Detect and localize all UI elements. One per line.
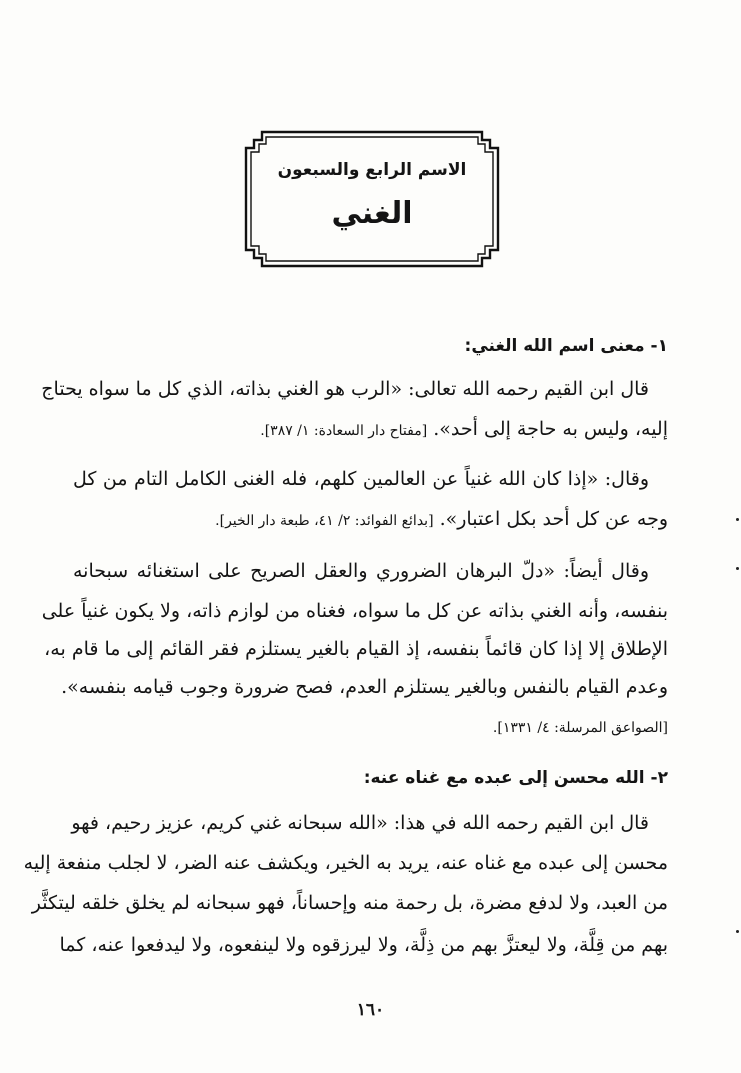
s1-p3-line3: الإطلاق إلا إذا كان قائماً بنفسه، إذ القيام بالغير يستلزم فقر القائم إلى ما قام به،: [44, 638, 668, 660]
s1-p3-source: [الصواعق المرسلة: ٤/ ١٣٣١].: [492, 720, 668, 736]
s2-p1-line3: من العبد، ولا لدفع مضرة، بل رحمة منه وإحساناً، فهو سبحانه لم يخلق خلقه ليتكثَّر: [31, 892, 668, 914]
section2-heading: ٢- الله محسن إلى عبده مع غناه عنه:: [363, 768, 668, 788]
s2-p1-line1: قال ابن القيم رحمه الله في هذا: «الله سبحانه غني كريم، عزيز رحيم، فهو: [71, 812, 649, 834]
s1-p1-source: [مفتاح دار السعادة: ١/ ٣٨٧].: [260, 423, 428, 439]
s1-p2-line1: وقال: «إذا كان الله غنياً عن العالمين كلهم، فله الغنى الكامل التام من كل: [73, 468, 649, 490]
section1-heading: ١- معنى اسم الله الغني:: [464, 336, 668, 356]
title-frame: [244, 130, 500, 268]
s2-p1-line4: بهم من قِلَّة، ولا ليعتزَّ بهم من ذِلَّة، ولا ليرزقوه ولا لينفعوه، ولا ليدفعوا عنه، كما: [59, 934, 668, 956]
s1-p3-line1: وقال أيضاً: «دلّ البرهان الضروري والعقل الصريح على استغنائه سبحانه: [73, 560, 649, 582]
name-ordinal: الاسم الرابع والسبعون: [277, 160, 467, 180]
s1-p1-line1: قال ابن القيم رحمه الله تعالى: «الرب هو الغني بذاته، الذي كل ما سواه يحتاج: [41, 378, 649, 400]
s1-p1-line2: [260, 418, 668, 440]
s1-p1-quote-end: إليه، وليس به حاجة إلى أحد».: [433, 418, 668, 440]
title-text: [244, 130, 500, 268]
s1-p2-source: [بدائع الفوائد: ٢/ ٤١، طبعة دار الخير].: [215, 513, 434, 529]
page-number: ١٦٠: [356, 1000, 385, 1020]
scan-speck: [736, 930, 739, 933]
scan-speck: [736, 567, 739, 570]
s2-p1-line2: محسن إلى عبده مع غناه عنه، يريد به الخير، ويكشف عنه الضر، لا لجلب منفعة إليه: [23, 852, 668, 874]
scan-speck: [736, 518, 739, 521]
name-title: الغني: [331, 196, 413, 231]
s1-p3-line2: بنفسه، وأنه الغني بذاته عن كل ما سواه، فغناه من لوازم ذاته، ولا يكون غنياً على: [41, 600, 668, 622]
s1-p2-line2: [215, 508, 668, 530]
s1-p3-line4: وعدم القيام بالنفس وبالغير يستلزم العدم، فصح ضرورة وجوب قيامه بنفسه».: [61, 676, 668, 698]
s1-p2-quote-end: وجه عن كل أحد بكل اعتبار».: [439, 508, 668, 530]
